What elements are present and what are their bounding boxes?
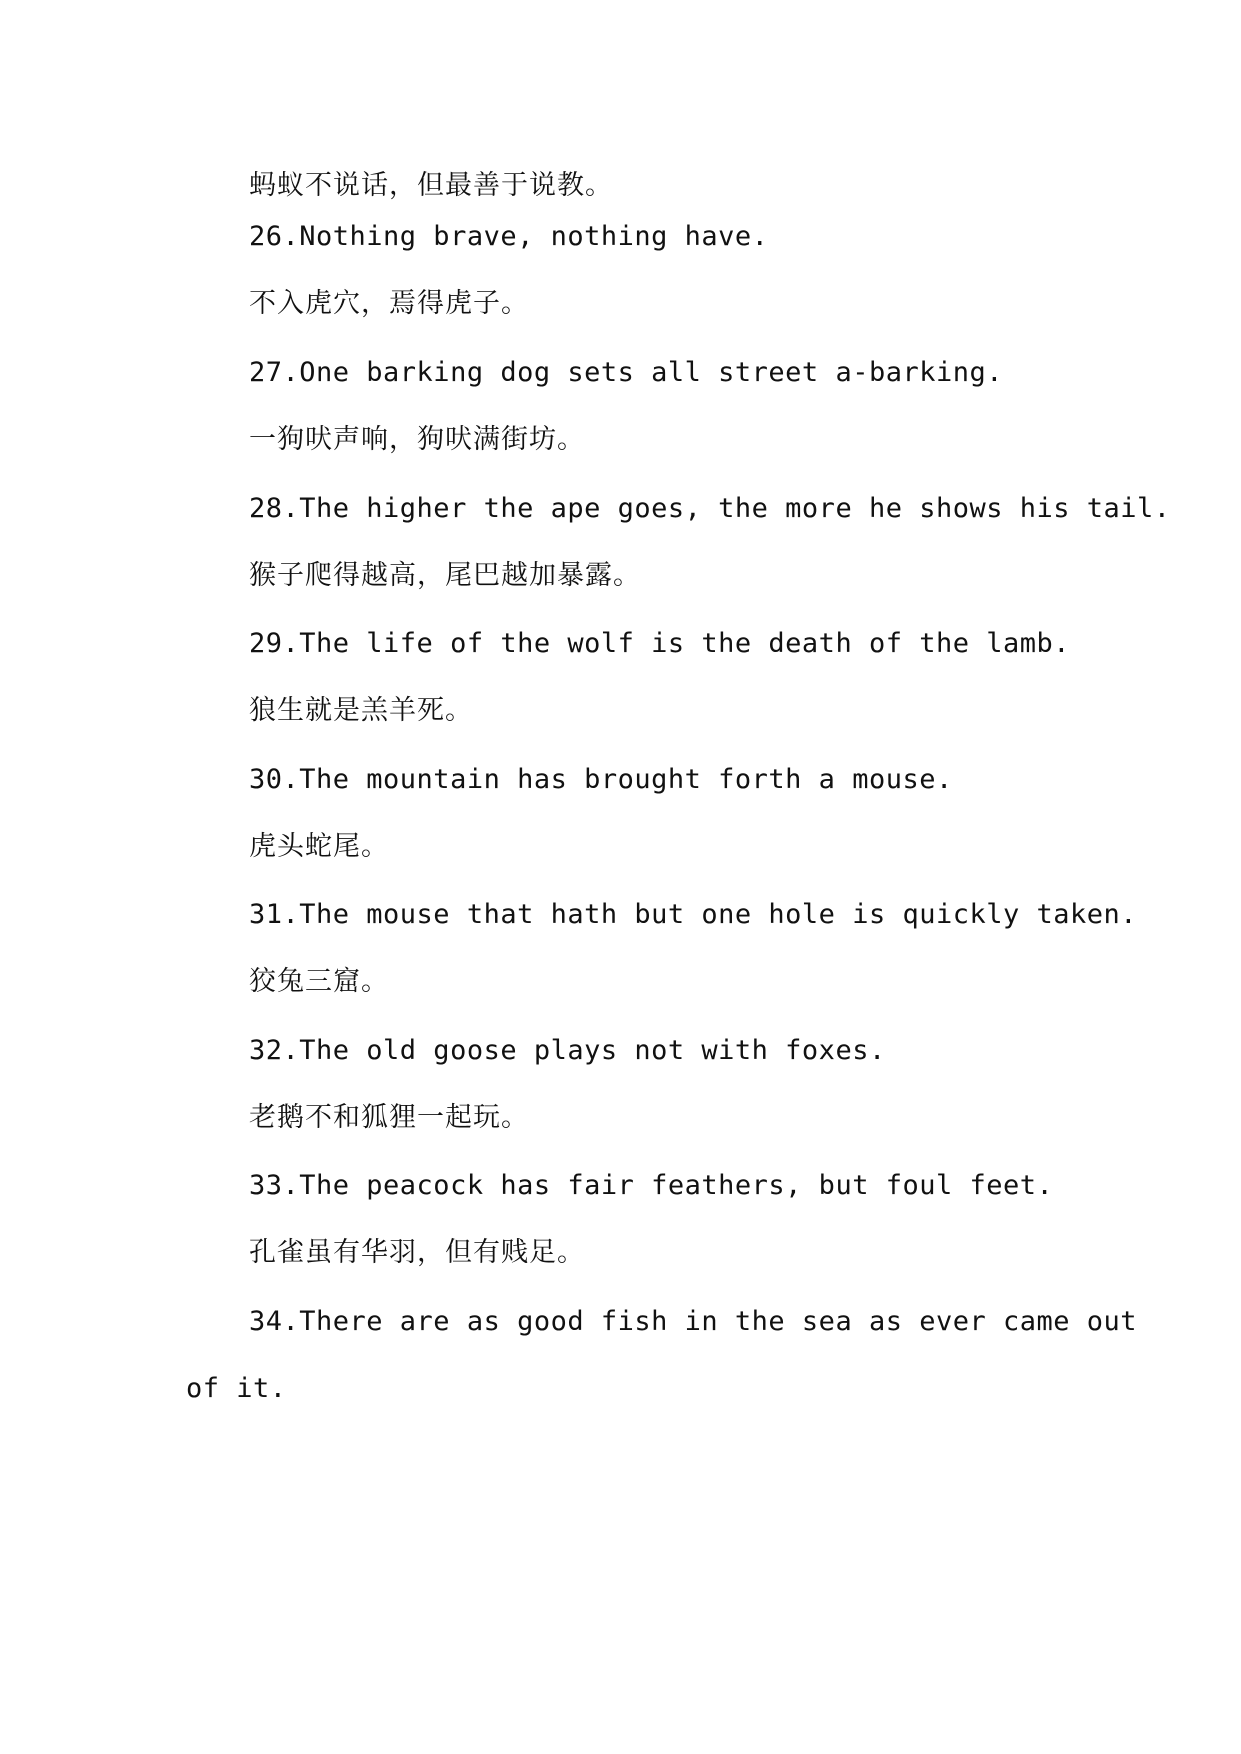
proverb-line: 28.The higher the ape goes, the more he shows his tail. [249, 493, 1171, 524]
translation-line: 狼生就是羔羊死。 [249, 695, 473, 726]
translation-line: 蚂蚁不说话，但最善于说教。 [249, 170, 613, 201]
proverb-line: 26.Nothing brave, nothing have. [249, 221, 769, 252]
translation-line: 一狗吠声响，狗吠满街坊。 [249, 424, 585, 455]
translation-line: 狡兔三窟。 [249, 966, 389, 997]
translation-line: 猴子爬得越高，尾巴越加暴露。 [249, 560, 641, 591]
proverb-line: 31.The mouse that hath but one hole is quickly taken. [249, 899, 1138, 930]
proverb-line: 33.The peacock has fair feathers, but foul feet. [249, 1170, 1054, 1201]
translation-line: 老鹅不和狐狸一起玩。 [249, 1102, 529, 1133]
translation-line: 孔雀虽有华羽，但有贱足。 [249, 1237, 585, 1268]
proverb-line: 29.The life of the wolf is the death of the lamb. [249, 628, 1071, 659]
translation-line: 不入虎穴，焉得虎子。 [249, 288, 529, 319]
proverb-line: 34.There are as good fish in the sea as ever came out [249, 1306, 1138, 1337]
proverb-line: 27.One barking dog sets all street a-barking. [249, 357, 1003, 388]
translation-line: 虎头蛇尾。 [249, 831, 389, 862]
proverb-line-continuation: of it. [186, 1373, 287, 1404]
proverb-line: 32.The old goose plays not with foxes. [249, 1035, 886, 1066]
proverb-line: 30.The mountain has brought forth a mouse. [249, 764, 953, 795]
